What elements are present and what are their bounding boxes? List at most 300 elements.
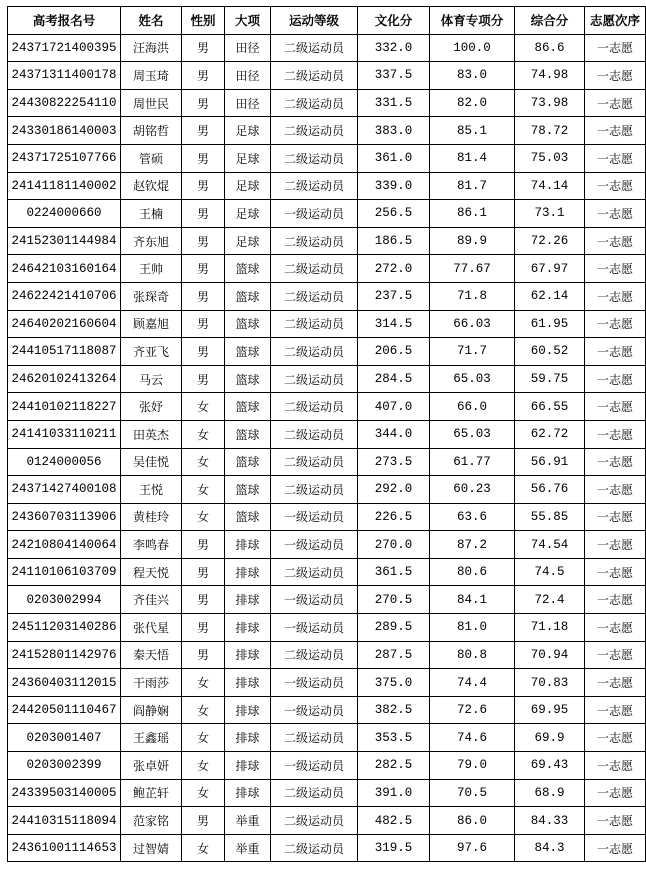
registration-no-cell: 24640202160604 bbox=[8, 310, 121, 338]
sport-score-cell: 86.0 bbox=[430, 807, 515, 835]
sport-score-cell: 87.2 bbox=[430, 531, 515, 559]
table-row bbox=[8, 531, 646, 559]
sport-cell: 排球 bbox=[225, 614, 271, 642]
table-row bbox=[8, 558, 646, 586]
athlete-level-cell: 二级运动员 bbox=[271, 724, 358, 752]
gender-cell: 女 bbox=[182, 393, 225, 421]
preference-cell: 一志愿 bbox=[585, 172, 646, 200]
athlete-level-cell: 二级运动员 bbox=[271, 641, 358, 669]
culture-score-cell: 361.5 bbox=[358, 558, 430, 586]
gender-cell: 女 bbox=[182, 834, 225, 862]
total-score-cell: 61.95 bbox=[515, 310, 585, 338]
total-score-cell: 84.3 bbox=[515, 834, 585, 862]
sport-score-cell: 71.8 bbox=[430, 282, 515, 310]
sport-cell: 排球 bbox=[225, 696, 271, 724]
name-cell: 干雨莎 bbox=[121, 669, 182, 697]
preference-cell: 一志愿 bbox=[585, 393, 646, 421]
sport-cell: 举重 bbox=[225, 834, 271, 862]
sport-score-cell: 100.0 bbox=[430, 34, 515, 62]
preference-cell: 一志愿 bbox=[585, 34, 646, 62]
registration-no-cell: 24152801142976 bbox=[8, 641, 121, 669]
table-row bbox=[8, 393, 646, 421]
table-row bbox=[8, 614, 646, 642]
athlete-level-cell: 二级运动员 bbox=[271, 282, 358, 310]
sport-cell: 篮球 bbox=[225, 393, 271, 421]
sport-cell: 篮球 bbox=[225, 310, 271, 338]
name-cell: 赵钦焜 bbox=[121, 172, 182, 200]
sport-score-cell: 80.8 bbox=[430, 641, 515, 669]
total-score-cell: 62.14 bbox=[515, 282, 585, 310]
registration-no-cell: 24410517118087 bbox=[8, 338, 121, 366]
culture-score-cell: 339.0 bbox=[358, 172, 430, 200]
preference-cell: 一志愿 bbox=[585, 614, 646, 642]
total-score-cell: 74.5 bbox=[515, 558, 585, 586]
total-score-cell: 86.6 bbox=[515, 34, 585, 62]
athlete-level-cell: 二级运动员 bbox=[271, 89, 358, 117]
athlete-level-cell: 二级运动员 bbox=[271, 117, 358, 145]
column-header-athlete-level: 运动等级 bbox=[271, 7, 358, 35]
sport-cell: 排球 bbox=[225, 752, 271, 780]
registration-no-cell: 24430822254110 bbox=[8, 89, 121, 117]
preference-cell: 一志愿 bbox=[585, 420, 646, 448]
preference-cell: 一志愿 bbox=[585, 779, 646, 807]
gender-cell: 男 bbox=[182, 365, 225, 393]
preference-cell: 一志愿 bbox=[585, 117, 646, 145]
gender-cell: 男 bbox=[182, 255, 225, 283]
column-header-registration-no: 高考报名号 bbox=[8, 7, 121, 35]
gender-cell: 女 bbox=[182, 752, 225, 780]
registration-no-cell: 24361001114653 bbox=[8, 834, 121, 862]
registration-no-cell: 24620102413264 bbox=[8, 365, 121, 393]
table-row bbox=[8, 282, 646, 310]
registration-no-cell: 24511203140286 bbox=[8, 614, 121, 642]
name-cell: 齐东旭 bbox=[121, 227, 182, 255]
name-cell: 周玉琦 bbox=[121, 62, 182, 90]
total-score-cell: 62.72 bbox=[515, 420, 585, 448]
sport-score-cell: 72.6 bbox=[430, 696, 515, 724]
column-header-sport: 大项 bbox=[225, 7, 271, 35]
sport-cell: 排球 bbox=[225, 669, 271, 697]
preference-cell: 一志愿 bbox=[585, 89, 646, 117]
culture-score-cell: 383.0 bbox=[358, 117, 430, 145]
sport-score-cell: 74.4 bbox=[430, 669, 515, 697]
culture-score-cell: 361.0 bbox=[358, 144, 430, 172]
total-score-cell: 72.4 bbox=[515, 586, 585, 614]
gender-cell: 男 bbox=[182, 558, 225, 586]
sport-cell: 足球 bbox=[225, 144, 271, 172]
total-score-cell: 55.85 bbox=[515, 503, 585, 531]
sport-cell: 篮球 bbox=[225, 420, 271, 448]
gender-cell: 男 bbox=[182, 586, 225, 614]
gender-cell: 男 bbox=[182, 531, 225, 559]
culture-score-cell: 284.5 bbox=[358, 365, 430, 393]
total-score-cell: 69.9 bbox=[515, 724, 585, 752]
table-row bbox=[8, 144, 646, 172]
table-row bbox=[8, 669, 646, 697]
sport-score-cell: 79.0 bbox=[430, 752, 515, 780]
sport-cell: 田径 bbox=[225, 62, 271, 90]
sport-score-cell: 61.77 bbox=[430, 448, 515, 476]
name-cell: 胡铭哲 bbox=[121, 117, 182, 145]
athlete-level-cell: 二级运动员 bbox=[271, 62, 358, 90]
preference-cell: 一志愿 bbox=[585, 558, 646, 586]
gender-cell: 男 bbox=[182, 614, 225, 642]
sport-score-cell: 77.67 bbox=[430, 255, 515, 283]
registration-no-cell: 24360403112015 bbox=[8, 669, 121, 697]
gender-cell: 男 bbox=[182, 310, 225, 338]
name-cell: 张代星 bbox=[121, 614, 182, 642]
column-header-preference: 志愿次序 bbox=[585, 7, 646, 35]
name-cell: 王楠 bbox=[121, 200, 182, 228]
table-row bbox=[8, 752, 646, 780]
total-score-cell: 56.91 bbox=[515, 448, 585, 476]
total-score-cell: 69.95 bbox=[515, 696, 585, 724]
athlete-level-cell: 二级运动员 bbox=[271, 310, 358, 338]
gender-cell: 女 bbox=[182, 503, 225, 531]
athlete-level-cell: 一级运动员 bbox=[271, 200, 358, 228]
total-score-cell: 66.55 bbox=[515, 393, 585, 421]
sport-score-cell: 83.0 bbox=[430, 62, 515, 90]
sport-score-cell: 81.0 bbox=[430, 614, 515, 642]
name-cell: 程天悦 bbox=[121, 558, 182, 586]
name-cell: 李鸣春 bbox=[121, 531, 182, 559]
table-row bbox=[8, 641, 646, 669]
name-cell: 秦天悟 bbox=[121, 641, 182, 669]
culture-score-cell: 375.0 bbox=[358, 669, 430, 697]
name-cell: 管硕 bbox=[121, 144, 182, 172]
athlete-level-cell: 二级运动员 bbox=[271, 393, 358, 421]
sport-cell: 篮球 bbox=[225, 338, 271, 366]
gender-cell: 男 bbox=[182, 807, 225, 835]
column-header-gender: 性别 bbox=[182, 7, 225, 35]
sport-score-cell: 60.23 bbox=[430, 476, 515, 504]
athlete-level-cell: 一级运动员 bbox=[271, 531, 358, 559]
preference-cell: 一志愿 bbox=[585, 62, 646, 90]
preference-cell: 一志愿 bbox=[585, 669, 646, 697]
sport-score-cell: 74.6 bbox=[430, 724, 515, 752]
gender-cell: 男 bbox=[182, 338, 225, 366]
culture-score-cell: 407.0 bbox=[358, 393, 430, 421]
preference-cell: 一志愿 bbox=[585, 724, 646, 752]
preference-cell: 一志愿 bbox=[585, 255, 646, 283]
athlete-level-cell: 二级运动员 bbox=[271, 807, 358, 835]
name-cell: 周世民 bbox=[121, 89, 182, 117]
sport-cell: 篮球 bbox=[225, 448, 271, 476]
preference-cell: 一志愿 bbox=[585, 503, 646, 531]
registration-no-cell: 0224000660 bbox=[8, 200, 121, 228]
name-cell: 张妤 bbox=[121, 393, 182, 421]
name-cell: 汪海洪 bbox=[121, 34, 182, 62]
preference-cell: 一志愿 bbox=[585, 200, 646, 228]
table-row bbox=[8, 227, 646, 255]
sport-score-cell: 86.1 bbox=[430, 200, 515, 228]
table-row bbox=[8, 420, 646, 448]
gender-cell: 男 bbox=[182, 172, 225, 200]
table-row bbox=[8, 586, 646, 614]
registration-no-cell: 24622421410706 bbox=[8, 282, 121, 310]
sport-cell: 篮球 bbox=[225, 365, 271, 393]
registration-no-cell: 24141181140002 bbox=[8, 172, 121, 200]
table-row bbox=[8, 448, 646, 476]
registration-no-cell: 24141033110211 bbox=[8, 420, 121, 448]
name-cell: 王鑫瑶 bbox=[121, 724, 182, 752]
athlete-level-cell: 一级运动员 bbox=[271, 696, 358, 724]
gender-cell: 女 bbox=[182, 724, 225, 752]
culture-score-cell: 226.5 bbox=[358, 503, 430, 531]
culture-score-cell: 273.5 bbox=[358, 448, 430, 476]
preference-cell: 一志愿 bbox=[585, 310, 646, 338]
sport-cell: 篮球 bbox=[225, 476, 271, 504]
gender-cell: 男 bbox=[182, 641, 225, 669]
table-row bbox=[8, 807, 646, 835]
gender-cell: 女 bbox=[182, 696, 225, 724]
athlete-level-cell: 一级运动员 bbox=[271, 614, 358, 642]
athlete-level-cell: 二级运动员 bbox=[271, 476, 358, 504]
athlete-level-cell: 一级运动员 bbox=[271, 669, 358, 697]
gender-cell: 女 bbox=[182, 779, 225, 807]
total-score-cell: 78.72 bbox=[515, 117, 585, 145]
name-cell: 鲍芷轩 bbox=[121, 779, 182, 807]
athlete-level-cell: 二级运动员 bbox=[271, 420, 358, 448]
sport-cell: 足球 bbox=[225, 200, 271, 228]
gender-cell: 男 bbox=[182, 62, 225, 90]
preference-cell: 一志愿 bbox=[585, 282, 646, 310]
athlete-level-cell: 二级运动员 bbox=[271, 338, 358, 366]
total-score-cell: 72.26 bbox=[515, 227, 585, 255]
sport-score-cell: 81.4 bbox=[430, 144, 515, 172]
registration-no-cell: 24420501110467 bbox=[8, 696, 121, 724]
athlete-level-cell: 二级运动员 bbox=[271, 255, 358, 283]
table-row bbox=[8, 779, 646, 807]
culture-score-cell: 344.0 bbox=[358, 420, 430, 448]
sport-cell: 排球 bbox=[225, 586, 271, 614]
registration-no-cell: 24360703113906 bbox=[8, 503, 121, 531]
sport-score-cell: 80.6 bbox=[430, 558, 515, 586]
culture-score-cell: 482.5 bbox=[358, 807, 430, 835]
preference-cell: 一志愿 bbox=[585, 834, 646, 862]
name-cell: 齐亚飞 bbox=[121, 338, 182, 366]
registration-no-cell: 0124000056 bbox=[8, 448, 121, 476]
culture-score-cell: 256.5 bbox=[358, 200, 430, 228]
name-cell: 田英杰 bbox=[121, 420, 182, 448]
gender-cell: 女 bbox=[182, 420, 225, 448]
culture-score-cell: 331.5 bbox=[358, 89, 430, 117]
culture-score-cell: 332.0 bbox=[358, 34, 430, 62]
total-score-cell: 75.03 bbox=[515, 144, 585, 172]
table-row bbox=[8, 34, 646, 62]
preference-cell: 一志愿 bbox=[585, 696, 646, 724]
table-row bbox=[8, 503, 646, 531]
culture-score-cell: 272.0 bbox=[358, 255, 430, 283]
total-score-cell: 60.52 bbox=[515, 338, 585, 366]
table-row bbox=[8, 89, 646, 117]
registration-no-cell: 24371427400108 bbox=[8, 476, 121, 504]
sport-cell: 足球 bbox=[225, 227, 271, 255]
table-row bbox=[8, 200, 646, 228]
name-cell: 马云 bbox=[121, 365, 182, 393]
registration-no-cell: 24371725107766 bbox=[8, 144, 121, 172]
registration-no-cell: 24339503140005 bbox=[8, 779, 121, 807]
table-row bbox=[8, 310, 646, 338]
column-header-culture-score: 文化分 bbox=[358, 7, 430, 35]
preference-cell: 一志愿 bbox=[585, 338, 646, 366]
sport-cell: 田径 bbox=[225, 89, 271, 117]
culture-score-cell: 270.0 bbox=[358, 531, 430, 559]
table-row bbox=[8, 365, 646, 393]
total-score-cell: 84.33 bbox=[515, 807, 585, 835]
registration-no-cell: 24330186140003 bbox=[8, 117, 121, 145]
total-score-cell: 74.14 bbox=[515, 172, 585, 200]
culture-score-cell: 289.5 bbox=[358, 614, 430, 642]
name-cell: 黄桂玲 bbox=[121, 503, 182, 531]
total-score-cell: 73.98 bbox=[515, 89, 585, 117]
preference-cell: 一志愿 bbox=[585, 448, 646, 476]
name-cell: 顾嘉旭 bbox=[121, 310, 182, 338]
sport-cell: 排球 bbox=[225, 724, 271, 752]
sport-cell: 排球 bbox=[225, 531, 271, 559]
table-body bbox=[8, 34, 646, 862]
name-cell: 张琛奇 bbox=[121, 282, 182, 310]
gender-cell: 男 bbox=[182, 34, 225, 62]
culture-score-cell: 282.5 bbox=[358, 752, 430, 780]
total-score-cell: 70.94 bbox=[515, 641, 585, 669]
sport-cell: 田径 bbox=[225, 34, 271, 62]
sport-cell: 举重 bbox=[225, 807, 271, 835]
sport-score-cell: 82.0 bbox=[430, 89, 515, 117]
sport-score-cell: 84.1 bbox=[430, 586, 515, 614]
athlete-level-cell: 二级运动员 bbox=[271, 144, 358, 172]
culture-score-cell: 237.5 bbox=[358, 282, 430, 310]
registration-no-cell: 24410102118227 bbox=[8, 393, 121, 421]
sport-score-cell: 97.6 bbox=[430, 834, 515, 862]
sport-cell: 篮球 bbox=[225, 282, 271, 310]
athlete-level-cell: 二级运动员 bbox=[271, 172, 358, 200]
admission-table-container bbox=[7, 6, 646, 862]
table-row bbox=[8, 476, 646, 504]
total-score-cell: 56.76 bbox=[515, 476, 585, 504]
sport-cell: 排球 bbox=[225, 558, 271, 586]
gender-cell: 女 bbox=[182, 448, 225, 476]
sport-cell: 篮球 bbox=[225, 503, 271, 531]
athlete-level-cell: 二级运动员 bbox=[271, 834, 358, 862]
culture-score-cell: 353.5 bbox=[358, 724, 430, 752]
culture-score-cell: 314.5 bbox=[358, 310, 430, 338]
sport-score-cell: 66.03 bbox=[430, 310, 515, 338]
name-cell: 齐佳兴 bbox=[121, 586, 182, 614]
total-score-cell: 74.54 bbox=[515, 531, 585, 559]
athlete-level-cell: 一级运动员 bbox=[271, 752, 358, 780]
registration-no-cell: 24410315118094 bbox=[8, 807, 121, 835]
gender-cell: 女 bbox=[182, 476, 225, 504]
athlete-level-cell: 二级运动员 bbox=[271, 365, 358, 393]
registration-no-cell: 0203002994 bbox=[8, 586, 121, 614]
gender-cell: 男 bbox=[182, 227, 225, 255]
column-header-sport-score: 体育专项分 bbox=[430, 7, 515, 35]
registration-no-cell: 0203002399 bbox=[8, 752, 121, 780]
table-row bbox=[8, 62, 646, 90]
athlete-level-cell: 二级运动员 bbox=[271, 34, 358, 62]
culture-score-cell: 292.0 bbox=[358, 476, 430, 504]
athlete-level-cell: 一级运动员 bbox=[271, 586, 358, 614]
culture-score-cell: 186.5 bbox=[358, 227, 430, 255]
registration-no-cell: 24371311400178 bbox=[8, 62, 121, 90]
column-header-name: 姓名 bbox=[121, 7, 182, 35]
name-cell: 吴佳悦 bbox=[121, 448, 182, 476]
culture-score-cell: 337.5 bbox=[358, 62, 430, 90]
sport-score-cell: 71.7 bbox=[430, 338, 515, 366]
athlete-level-cell: 一级运动员 bbox=[271, 503, 358, 531]
sport-score-cell: 63.6 bbox=[430, 503, 515, 531]
preference-cell: 一志愿 bbox=[585, 365, 646, 393]
name-cell: 过智婧 bbox=[121, 834, 182, 862]
gender-cell: 女 bbox=[182, 669, 225, 697]
total-score-cell: 59.75 bbox=[515, 365, 585, 393]
sport-cell: 足球 bbox=[225, 172, 271, 200]
culture-score-cell: 382.5 bbox=[358, 696, 430, 724]
gender-cell: 男 bbox=[182, 282, 225, 310]
name-cell: 阎静娴 bbox=[121, 696, 182, 724]
preference-cell: 一志愿 bbox=[585, 476, 646, 504]
registration-no-cell: 24152301144984 bbox=[8, 227, 121, 255]
table-row bbox=[8, 696, 646, 724]
preference-cell: 一志愿 bbox=[585, 641, 646, 669]
admission-table bbox=[7, 6, 646, 862]
total-score-cell: 67.97 bbox=[515, 255, 585, 283]
athlete-level-cell: 二级运动员 bbox=[271, 448, 358, 476]
gender-cell: 男 bbox=[182, 117, 225, 145]
table-row bbox=[8, 172, 646, 200]
gender-cell: 男 bbox=[182, 89, 225, 117]
name-cell: 张卓妍 bbox=[121, 752, 182, 780]
registration-no-cell: 24210804140064 bbox=[8, 531, 121, 559]
name-cell: 王悦 bbox=[121, 476, 182, 504]
name-cell: 王帅 bbox=[121, 255, 182, 283]
culture-score-cell: 319.5 bbox=[358, 834, 430, 862]
sport-score-cell: 89.9 bbox=[430, 227, 515, 255]
sport-score-cell: 70.5 bbox=[430, 779, 515, 807]
culture-score-cell: 206.5 bbox=[358, 338, 430, 366]
sport-cell: 足球 bbox=[225, 117, 271, 145]
registration-no-cell: 24110106103709 bbox=[8, 558, 121, 586]
preference-cell: 一志愿 bbox=[585, 227, 646, 255]
sport-score-cell: 65.03 bbox=[430, 365, 515, 393]
sport-score-cell: 81.7 bbox=[430, 172, 515, 200]
table-row bbox=[8, 338, 646, 366]
gender-cell: 男 bbox=[182, 144, 225, 172]
total-score-cell: 70.83 bbox=[515, 669, 585, 697]
name-cell: 范家铭 bbox=[121, 807, 182, 835]
sport-score-cell: 66.0 bbox=[430, 393, 515, 421]
table-row bbox=[8, 117, 646, 145]
registration-no-cell: 0203001407 bbox=[8, 724, 121, 752]
table-row bbox=[8, 724, 646, 752]
athlete-level-cell: 二级运动员 bbox=[271, 227, 358, 255]
athlete-level-cell: 二级运动员 bbox=[271, 779, 358, 807]
culture-score-cell: 270.5 bbox=[358, 586, 430, 614]
preference-cell: 一志愿 bbox=[585, 807, 646, 835]
header-row bbox=[8, 7, 646, 35]
preference-cell: 一志愿 bbox=[585, 752, 646, 780]
sport-score-cell: 85.1 bbox=[430, 117, 515, 145]
preference-cell: 一志愿 bbox=[585, 144, 646, 172]
gender-cell: 男 bbox=[182, 200, 225, 228]
sport-cell: 篮球 bbox=[225, 255, 271, 283]
table-row bbox=[8, 834, 646, 862]
column-header-total-score: 综合分 bbox=[515, 7, 585, 35]
sport-score-cell: 65.03 bbox=[430, 420, 515, 448]
total-score-cell: 73.1 bbox=[515, 200, 585, 228]
sport-cell: 排球 bbox=[225, 779, 271, 807]
